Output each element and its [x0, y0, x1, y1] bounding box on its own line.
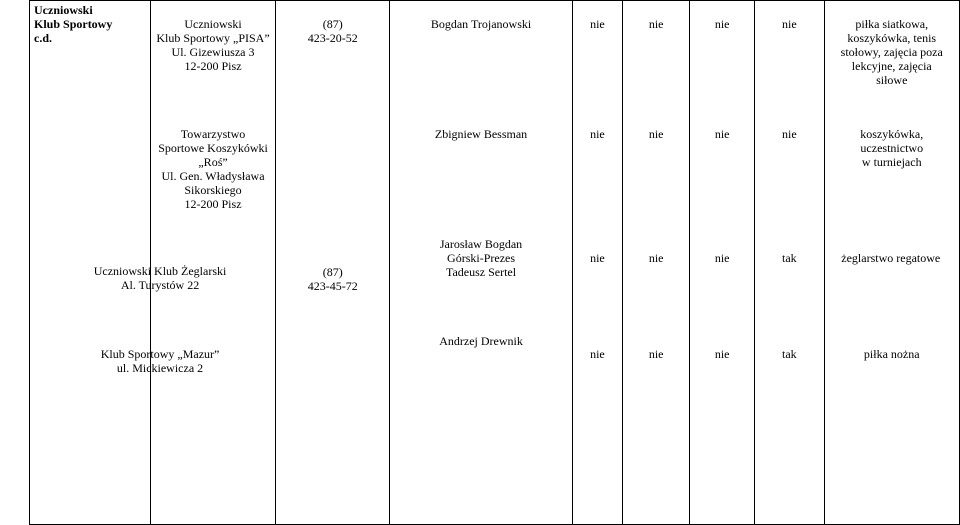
flag-value: nie [648, 347, 664, 361]
club-line: Towarzystwo [180, 127, 246, 141]
activity-line: koszykówka, [860, 127, 924, 141]
club-line: Sportowe Koszykówki [158, 141, 268, 155]
person-cell [392, 334, 569, 348]
phone-line: (87) [322, 265, 343, 279]
club-cell [43, 264, 277, 292]
phone-line: (87) [322, 17, 343, 31]
flag-value: nie [590, 17, 605, 31]
person-line: Bogdan Trojanowski [430, 17, 532, 31]
person-line: Jarosław Bogdan [439, 237, 523, 251]
phone-line: 423-20-52 [307, 31, 358, 45]
activities-cell [827, 347, 957, 361]
phone-cell [278, 265, 387, 293]
header-line: c.d. [34, 31, 52, 45]
clubs-table [29, 0, 960, 525]
flag-value: nie [714, 347, 730, 361]
flag-column-1 [572, 1, 622, 525]
phone-cell [278, 17, 387, 45]
flag-value: nie [590, 347, 605, 361]
flag-value: nie [648, 17, 664, 31]
phone-column [276, 1, 390, 525]
person-cell [392, 127, 569, 141]
person-cell [392, 17, 569, 31]
club-line: 12-200 Pisz [184, 59, 242, 73]
club-line: Klub Sportowy „Mazur” [100, 347, 220, 361]
club-line: „Roś” [198, 155, 228, 169]
flag-value: tak [781, 347, 797, 361]
section-header-cell [30, 1, 151, 525]
club-line: Ul. Gen. Władysława [161, 169, 265, 183]
person-column [390, 1, 572, 525]
flag-value: tak [781, 251, 797, 265]
club-column [93, 1, 275, 525]
activity-line: żeglarstwo regatowe [841, 251, 941, 265]
flag-value: nie [648, 251, 664, 265]
activity-line: piłka siatkowa, [855, 17, 929, 31]
club-line: Al. Turystów 22 [120, 278, 200, 292]
flag-value: nie [648, 127, 664, 141]
activity-line: siłowe [876, 73, 908, 87]
flag-column-2 [623, 1, 690, 525]
flag-value: nie [781, 17, 797, 31]
club-line: Uczniowski Klub Żeglarski [93, 264, 227, 278]
flag-value: nie [590, 251, 605, 265]
table-row [30, 1, 960, 525]
activity-line: stołowy, zajęcia poza [840, 45, 943, 59]
person-line: Zbigniew Bessman [434, 127, 528, 141]
activity-line: piłka nożna [863, 347, 920, 361]
activity-line: koszykówka, tenis [847, 31, 937, 45]
activities-cell [821, 251, 960, 265]
club-line: Uczniowski [184, 17, 242, 31]
header-line: Uczniowski [34, 3, 93, 17]
person-cell [392, 237, 569, 279]
flag-value: nie [781, 127, 797, 141]
flag-value: nie [590, 127, 605, 141]
activity-line: uczestnictwo [860, 141, 924, 155]
club-line: Klub Sportowy „PISA” [156, 31, 270, 45]
club-line: 12-200 Pisz [184, 197, 242, 211]
flag-value: nie [714, 251, 730, 265]
club-line: Sikorskiego [184, 183, 242, 197]
person-line: Tadeusz Sertel [445, 265, 517, 279]
club-line: Ul. Gizewiusza 3 [171, 45, 255, 59]
club-cell [153, 127, 273, 211]
phone-line: 423-45-72 [307, 279, 358, 293]
flag-value: nie [714, 17, 730, 31]
flag-value: nie [714, 127, 730, 141]
club-cell [43, 347, 277, 375]
flag-column-3 [690, 1, 755, 525]
flag-column-4 [755, 1, 824, 525]
activity-line: w turniejach [861, 155, 922, 169]
activities-cell [827, 17, 957, 87]
header-line: Klub Sportowy [34, 17, 113, 31]
activity-line: lekcyjne, zajęcia [851, 59, 932, 73]
club-line: ul. Mickiewicza 2 [116, 361, 204, 375]
activities-column [824, 1, 959, 525]
club-cell [153, 17, 273, 73]
activities-cell [827, 127, 957, 169]
person-line: Górski-Prezes [447, 251, 516, 265]
person-line: Andrzej Drewnik [439, 334, 523, 348]
